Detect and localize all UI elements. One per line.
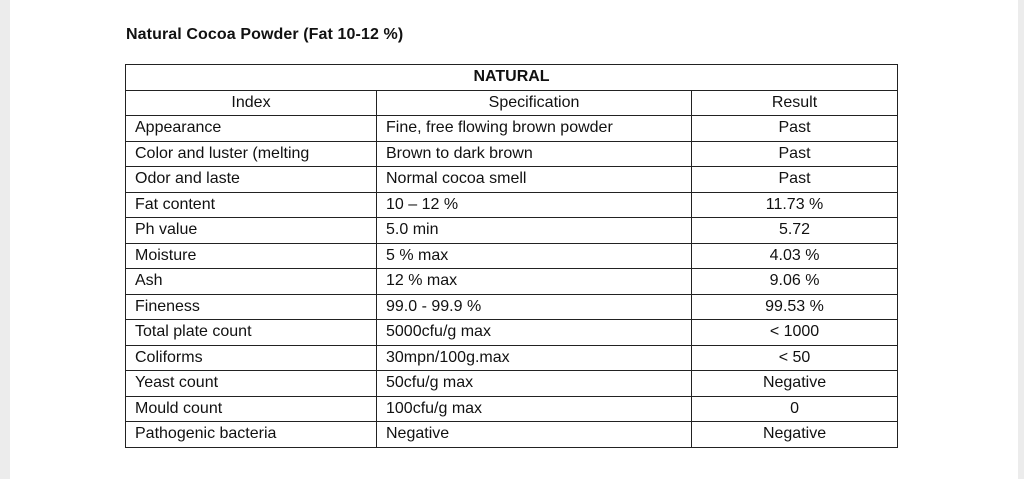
table-row [126,345,898,371]
table-banner: NATURAL [126,65,898,91]
column-header-result: Result [692,90,898,116]
cell-index: Odor and laste [126,167,377,193]
cell-index: Appearance [126,116,377,142]
cell-result: < 50 [692,345,898,371]
document-page [10,0,1018,479]
cell-specification: Normal cocoa smell [377,167,692,193]
cell-specification: 5 % max [377,243,692,269]
specification-table [125,64,898,448]
cell-result: 99.53 % [692,294,898,320]
document-title: Natural Cocoa Powder (Fat 10-12 %) [126,26,404,43]
table-row [126,371,898,397]
cell-index: Ph value [126,218,377,244]
cell-result: Negative [692,422,898,448]
cell-index: Moisture [126,243,377,269]
cell-result: < 1000 [692,320,898,346]
cell-index: Yeast count [126,371,377,397]
cell-result: Past [692,141,898,167]
cell-index: Pathogenic bacteria [126,422,377,448]
cell-result: 4.03 % [692,243,898,269]
column-header-specification: Specification [377,90,692,116]
table-header-row [126,90,898,116]
cell-index: Fineness [126,294,377,320]
cell-specification: 12 % max [377,269,692,295]
cell-specification: 100cfu/g max [377,396,692,422]
cell-specification: 5.0 min [377,218,692,244]
cell-index: Fat content [126,192,377,218]
cell-index: Total plate count [126,320,377,346]
cell-index: Color and luster (melting [126,141,377,167]
cell-specification: 99.0 - 99.9 % [377,294,692,320]
table-row [126,141,898,167]
cell-result: Past [692,116,898,142]
cell-result: 11.73 % [692,192,898,218]
cell-specification: 30mpn/100g.max [377,345,692,371]
table-row [126,167,898,193]
table-row [126,192,898,218]
cell-index: Mould count [126,396,377,422]
table-row [126,218,898,244]
cell-result: Past [692,167,898,193]
table-row [126,294,898,320]
cell-specification: Fine, free flowing brown powder [377,116,692,142]
cell-specification: 5000cfu/g max [377,320,692,346]
cell-specification: 10 – 12 % [377,192,692,218]
table-row [126,243,898,269]
table-row [126,320,898,346]
cell-result: 9.06 % [692,269,898,295]
cell-result: 0 [692,396,898,422]
cell-specification: Brown to dark brown [377,141,692,167]
cell-specification: Negative [377,422,692,448]
table-row [126,422,898,448]
table-row [126,116,898,142]
cell-result: Negative [692,371,898,397]
table-banner-row [126,65,898,91]
cell-specification: 50cfu/g max [377,371,692,397]
cell-index: Ash [126,269,377,295]
table-row [126,396,898,422]
table-row [126,269,898,295]
cell-index: Coliforms [126,345,377,371]
cell-result: 5.72 [692,218,898,244]
column-header-index: Index [126,90,377,116]
